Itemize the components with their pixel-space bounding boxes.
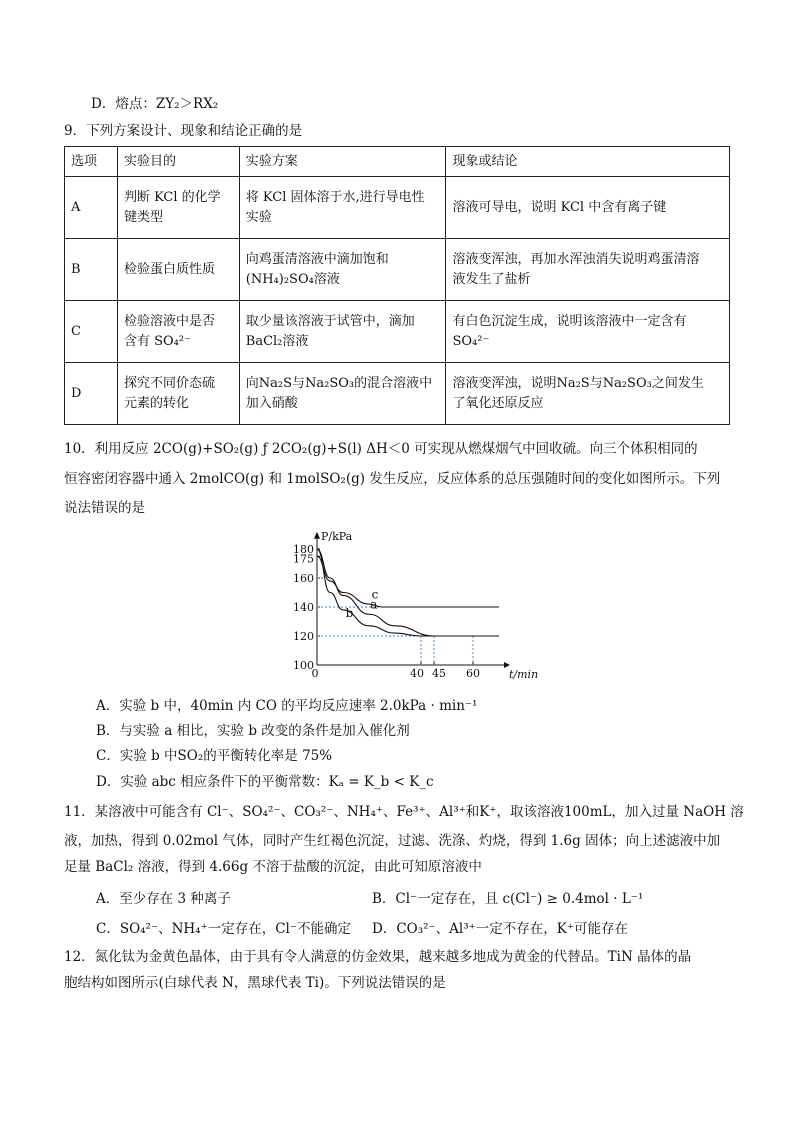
result-line: SO₄²⁻ <box>452 333 490 349</box>
result-line: 有白色沉淀生成，说明该溶液中一定含有 <box>452 313 687 329</box>
x-tick-label: 45 <box>432 667 446 680</box>
y-tick-label: 100 <box>293 659 314 672</box>
y-tick-label: 120 <box>293 630 314 643</box>
plan-line: 将 KCl 固体溶于水,进行导电性 <box>245 189 425 205</box>
purpose-line: 键类型 <box>123 209 163 225</box>
header-option: 选项 <box>65 147 118 177</box>
table-row <box>65 363 730 425</box>
row-result <box>446 239 730 301</box>
q10-stem-line1: 10．利用反应 2CO(g)+SO₂(g) ƒ 2CO₂(g)+S(l) ΔH＜0 可实现从燃煤烟气中回收硫。向三个体积相同的 <box>64 441 698 457</box>
plan-line: 向Na₂S与Na₂SO₃的混合溶液中 <box>245 375 433 391</box>
chart-labels <box>293 530 538 681</box>
row-plan <box>239 301 446 363</box>
purpose-line: 判断 KCl 的化学 <box>123 189 221 205</box>
row-purpose <box>117 239 239 301</box>
row-purpose <box>117 177 239 239</box>
x-tick-label: 60 <box>466 667 480 680</box>
pressure-time-chart <box>276 526 539 684</box>
q11-option-c: C．SO₄²⁻、NH₄⁺一定存在，Cl⁻不能确定 <box>96 921 351 937</box>
q10-option-a: A．实验 b 中，40min 内 CO 的平均反应速率 2.0kPa · min⁻¹ <box>96 698 478 714</box>
purpose-line: 检验溶液中是否 <box>123 313 215 329</box>
q9-table <box>64 146 730 425</box>
y-tick-label: 175 <box>293 552 314 566</box>
y-tick-label: 140 <box>293 601 314 614</box>
row-option: A <box>65 177 118 239</box>
table-header-row <box>65 147 730 177</box>
q9-stem: 9．下列方案设计、现象和结论正确的是 <box>64 123 303 139</box>
result-line: 溶液变浑浊，说明Na₂S与Na₂SO₃之间发生 <box>452 375 704 391</box>
plan-line: BaCl₂溶液 <box>245 333 309 349</box>
purpose-line: 检验蛋白质性质 <box>123 261 215 277</box>
row-plan <box>239 239 446 301</box>
origin-label: 0 <box>311 667 319 680</box>
row-option: C <box>65 301 118 363</box>
q12-stem-line1: 12．氮化钛为金黄色晶体，由于具有令人满意的仿金效果，越来越多地成为黄金的代替品。TiN 晶体的晶 <box>64 949 692 965</box>
chart-axes <box>314 529 510 668</box>
result-line: 溶液变浑浊，再加水浑浊消失说明鸡蛋清溶 <box>452 251 700 267</box>
plan-line: 加入硝酸 <box>245 395 298 411</box>
q11-stem-line2: 液，加热，得到 0.02mol 气体，同时产生红褐色沉淀，过滤、洗涤、灼烧，得到 1.6g 固体；向上述滤液中加 <box>64 833 721 849</box>
table-row <box>65 239 730 301</box>
q11-stem-line3: 足量 BaCl₂ 溶液，得到 4.66g 不溶于盐酸的沉淀，由此可知原溶液中 <box>64 859 482 875</box>
q11-option-a: A．至少存在 3 种离子 <box>96 891 231 907</box>
q12-stem-line2: 胞结构如图所示(白球代表 N，黑球代表 Ti)。下列说法错误的是 <box>64 975 446 991</box>
result-line: 溶液可导电，说明 KCl 中含有离子键 <box>452 199 667 215</box>
row-result <box>446 363 730 425</box>
q10-option-d: D．实验 abc 相应条件下的平衡常数：Kₐ = K_b < K_c <box>96 774 434 790</box>
q11-stem-line1: 11．某溶液中可能含有 Cl⁻、SO₄²⁻、CO₃²⁻、NH₄⁺、Fe³⁺、Al³⁺和K⁺，取该溶液100mL，加入过量 NaOH 溶 <box>64 804 744 820</box>
result-line: 了氧化还原反应 <box>452 395 544 411</box>
result-line: 液发生了盐析 <box>452 271 531 287</box>
plan-line: (NH₄)₂SO₄溶液 <box>245 271 340 287</box>
table-row <box>65 301 730 363</box>
x-axis-label: t/min <box>509 668 539 681</box>
row-purpose <box>117 301 239 363</box>
curve-c <box>317 556 499 607</box>
chart-curves <box>317 549 499 636</box>
table-row <box>65 177 730 239</box>
x-tick-label: 40 <box>410 667 424 680</box>
q10-option-c: C．实验 b 中SO₂的平衡转化率是 75% <box>96 748 333 764</box>
plan-line: 取少量该溶液于试管中，滴加 <box>245 313 415 329</box>
plan-line: 实验 <box>245 209 272 225</box>
row-option: B <box>65 239 118 301</box>
q8-option-d: D．熔点：ZY₂＞RX₂ <box>91 96 219 112</box>
header-result: 现象或结论 <box>446 147 730 177</box>
q10-stem-line3: 说法错误的是 <box>64 500 145 516</box>
curve-label-c: c <box>371 587 379 602</box>
header-purpose: 实验目的 <box>117 147 239 177</box>
header-plan: 实验方案 <box>239 147 446 177</box>
purpose-line: 探究不同价态硫 <box>123 375 215 391</box>
row-plan <box>239 363 446 425</box>
curve-label-a: a <box>370 597 378 612</box>
row-result <box>446 177 730 239</box>
q11-option-d: D．CO₃²⁻、Al³⁺一定不存在，K⁺可能存在 <box>372 921 628 937</box>
row-purpose <box>117 363 239 425</box>
y-axis-arrow <box>314 532 320 539</box>
y-tick-label: 180 <box>293 543 314 556</box>
plan-line: 向鸡蛋清溶液中滴加饱和 <box>245 251 389 267</box>
q10-stem-line2: 恒容密闭容器中通入 2molCO(g) 和 1molSO₂(g) 发生反应，反应体系的总压强随时间的变化如图所示。下列 <box>64 471 721 487</box>
y-tick-label: 160 <box>293 572 314 585</box>
purpose-line: 含有 SO₄²⁻ <box>123 333 191 349</box>
row-plan <box>239 177 446 239</box>
y-axis-label: P/kPa <box>321 529 353 543</box>
q11-option-b: B．Cl⁻一定存在，且 c(Cl⁻) ≥ 0.4mol · L⁻¹ <box>372 891 644 907</box>
row-option: D <box>65 363 118 425</box>
q10-option-b: B．与实验 a 相比，实验 b 改变的条件是加入催化剂 <box>96 723 410 739</box>
purpose-line: 元素的转化 <box>123 395 189 411</box>
curve-label-b: b <box>345 606 354 621</box>
row-result <box>446 301 730 363</box>
